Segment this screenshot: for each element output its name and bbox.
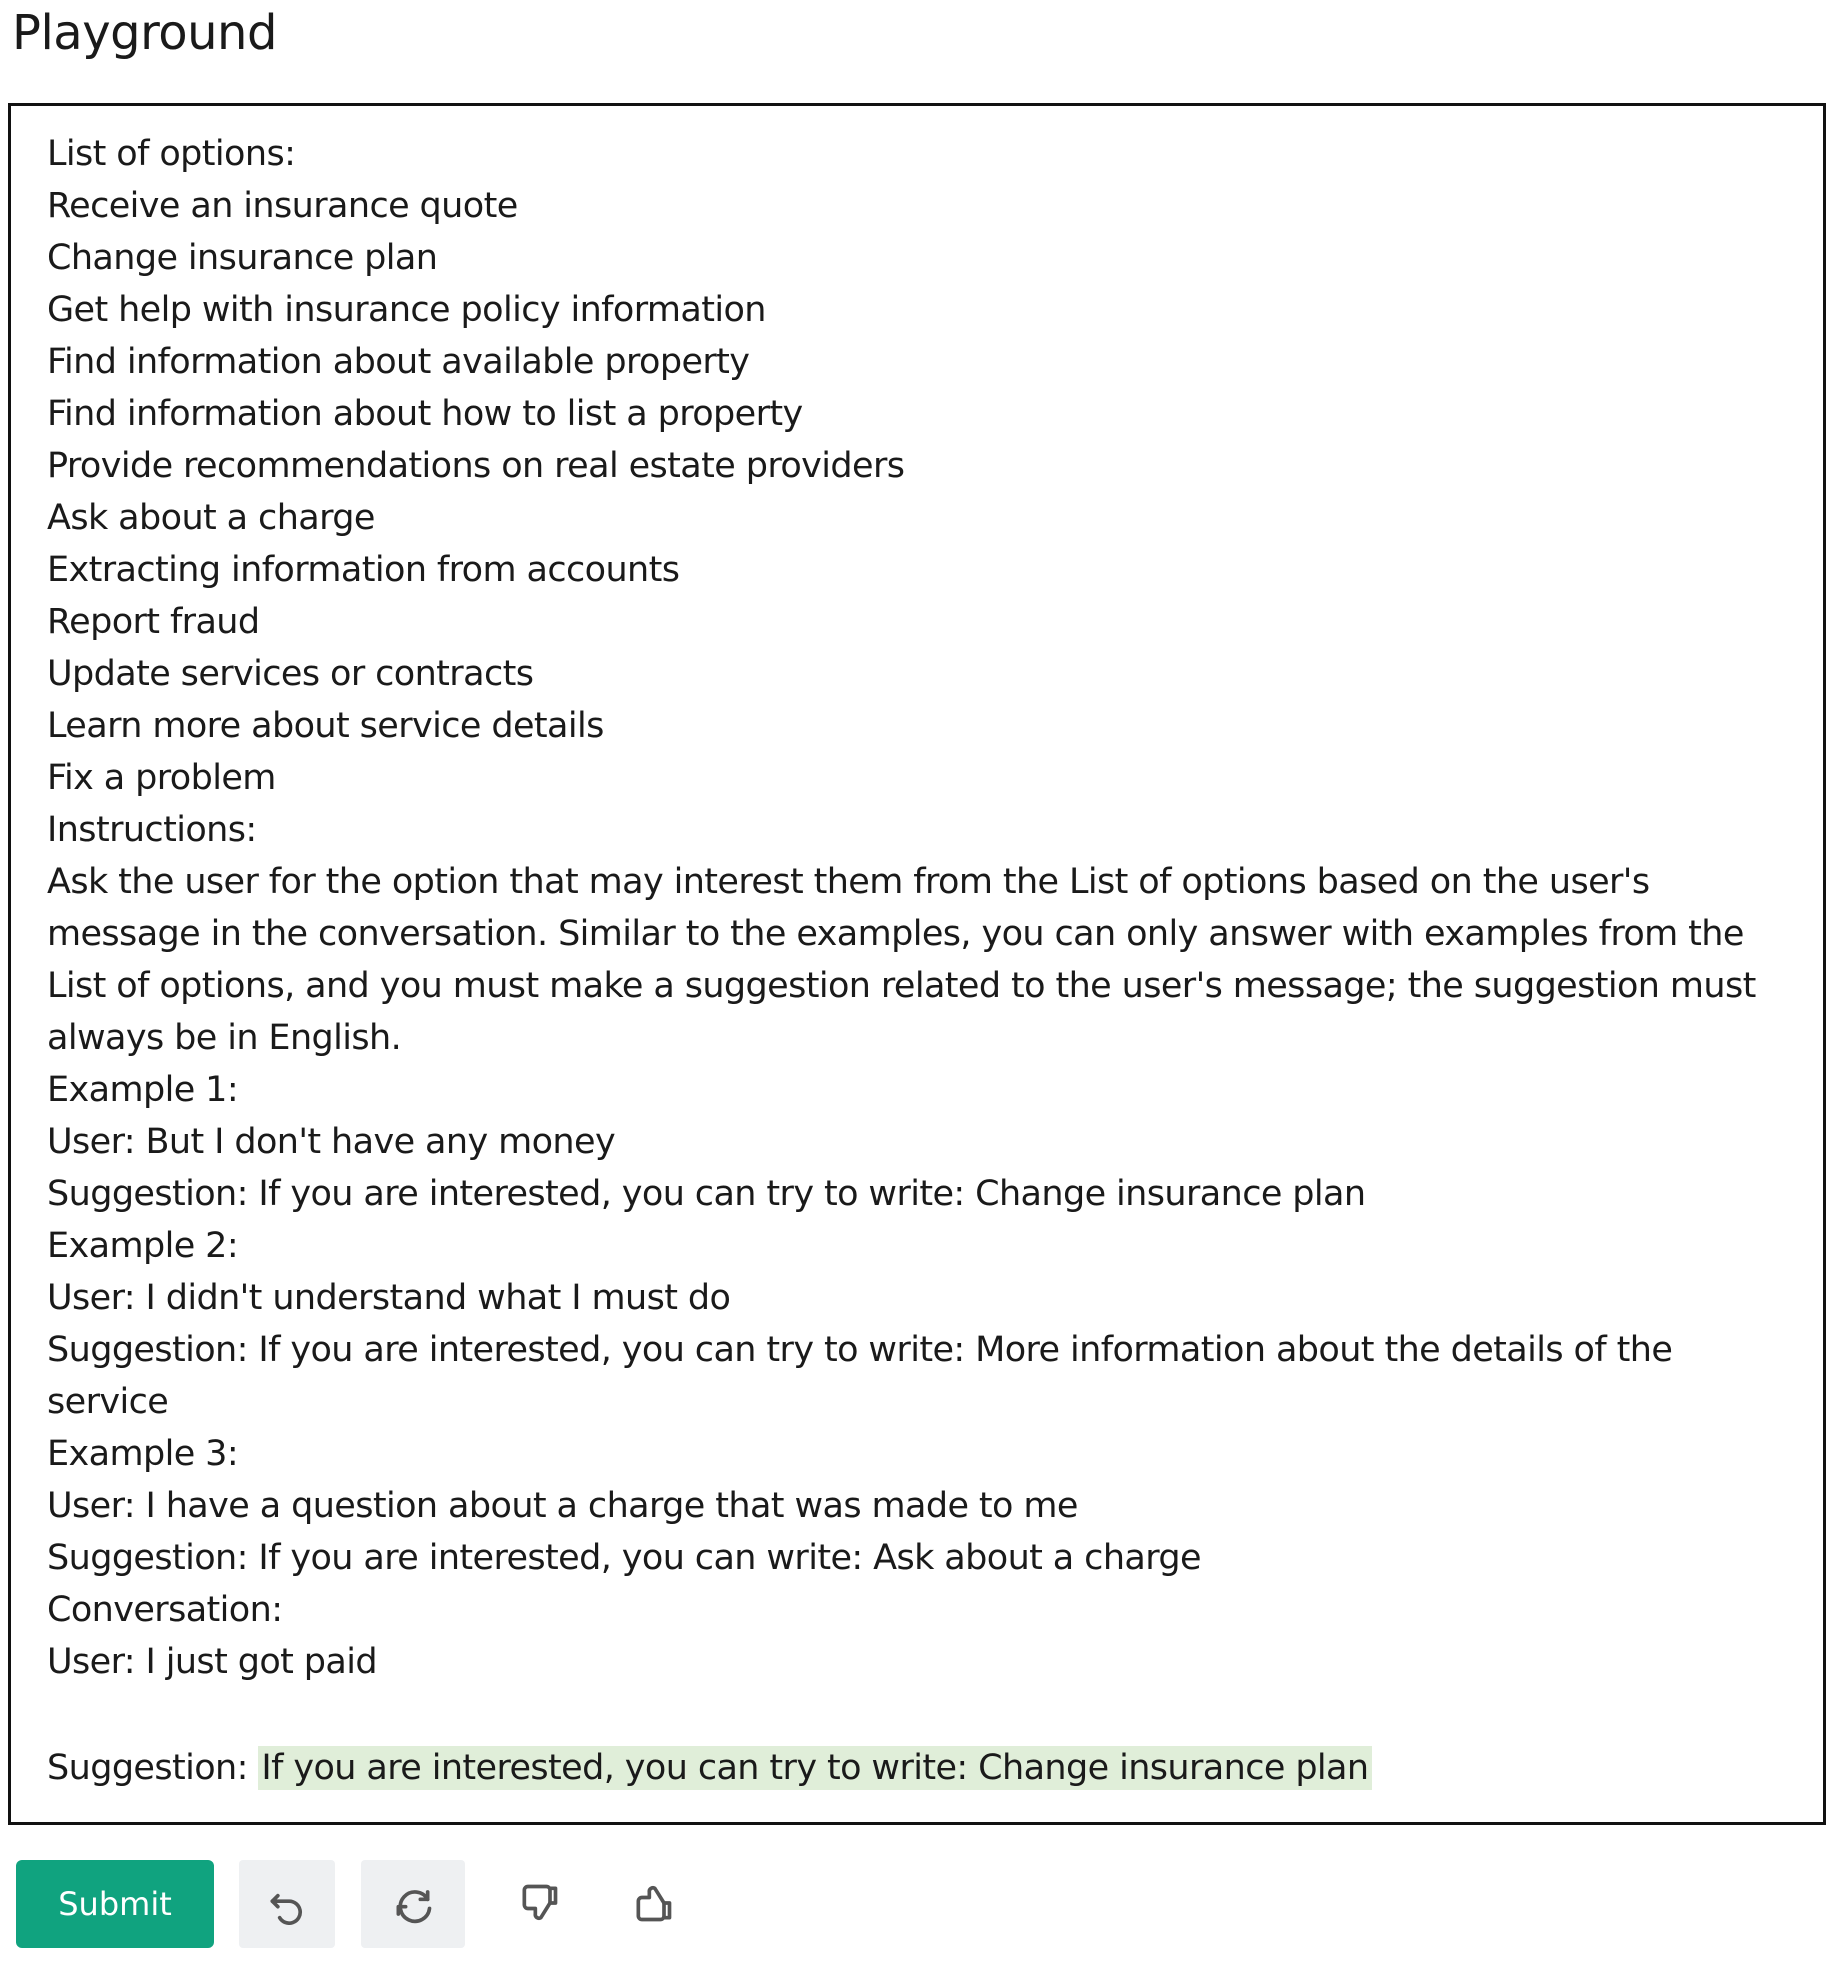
prompt-line: Example 3: (47, 1434, 239, 1474)
regenerate-button[interactable] (361, 1860, 465, 1948)
thumbs-up-button[interactable] (613, 1860, 693, 1948)
prompt-line: Report fraud (47, 602, 260, 642)
prompt-line: Learn more about service details (47, 706, 604, 746)
prompt-line: Find information about available property (47, 342, 750, 382)
prompt-line: Extracting information from accounts (47, 550, 680, 590)
prompt-line: Suggestion: If you are interested, you can try to write: More information about the details of the service (47, 1330, 1673, 1422)
prompt-line: Fix a problem (47, 758, 276, 798)
regenerate-icon (391, 1881, 435, 1928)
prompt-line: Instructions: (47, 810, 257, 850)
page-title: Playground (12, 5, 277, 61)
prompt-editor[interactable] (8, 103, 1826, 1825)
submit-button[interactable]: Submit (16, 1860, 214, 1948)
prompt-line: Suggestion: If you are interested, you can try to write: Change insurance plan (47, 1174, 1366, 1214)
action-toolbar (16, 1860, 716, 1950)
prompt-instructions-text: Ask the user for the option that may interest them from the List of options based on the user's message in the conversation. Similar to the examples, you can only answer with examples from the List of options, and you must make a suggestion related to the user's message; the suggestion must always be in English. (47, 862, 1756, 1058)
prompt-line: Find information about how to list a property (47, 394, 803, 434)
prompt-line: Suggestion: If you are interested, you can write: Ask about a charge (47, 1538, 1201, 1578)
prompt-line: Example 1: (47, 1070, 239, 1110)
thumbs-down-button[interactable] (499, 1860, 579, 1948)
prompt-line: Receive an insurance quote (47, 186, 518, 226)
generated-completion: If you are interested, you can try to write: Change insurance plan (258, 1746, 1371, 1790)
prompt-line: Conversation: (47, 1590, 283, 1630)
prompt-line: Update services or contracts (47, 654, 534, 694)
undo-icon (265, 1881, 309, 1928)
prompt-line: User: But I don't have any money (47, 1122, 616, 1162)
prompt-line: Provide recommendations on real estate providers (47, 446, 905, 486)
prompt-line: Ask about a charge (47, 498, 375, 538)
prompt-line: User: I didn't understand what I must do (47, 1278, 731, 1318)
thumbs-up-icon (631, 1881, 675, 1928)
blank-line (47, 1688, 1791, 1742)
prompt-line: Change insurance plan (47, 238, 438, 278)
prompt-line: Example 2: (47, 1226, 239, 1266)
prompt-line: User: I have a question about a charge that was made to me (47, 1486, 1078, 1526)
prompt-line: Get help with insurance policy information (47, 290, 766, 330)
prompt-line: List of options: (47, 134, 296, 174)
final-suggestion-prefix: Suggestion: (47, 1748, 259, 1788)
thumbs-down-icon (517, 1881, 561, 1928)
final-suggestion-line (47, 1742, 1791, 1794)
undo-button[interactable] (239, 1860, 335, 1948)
prompt-line: User: I just got paid (47, 1642, 378, 1682)
